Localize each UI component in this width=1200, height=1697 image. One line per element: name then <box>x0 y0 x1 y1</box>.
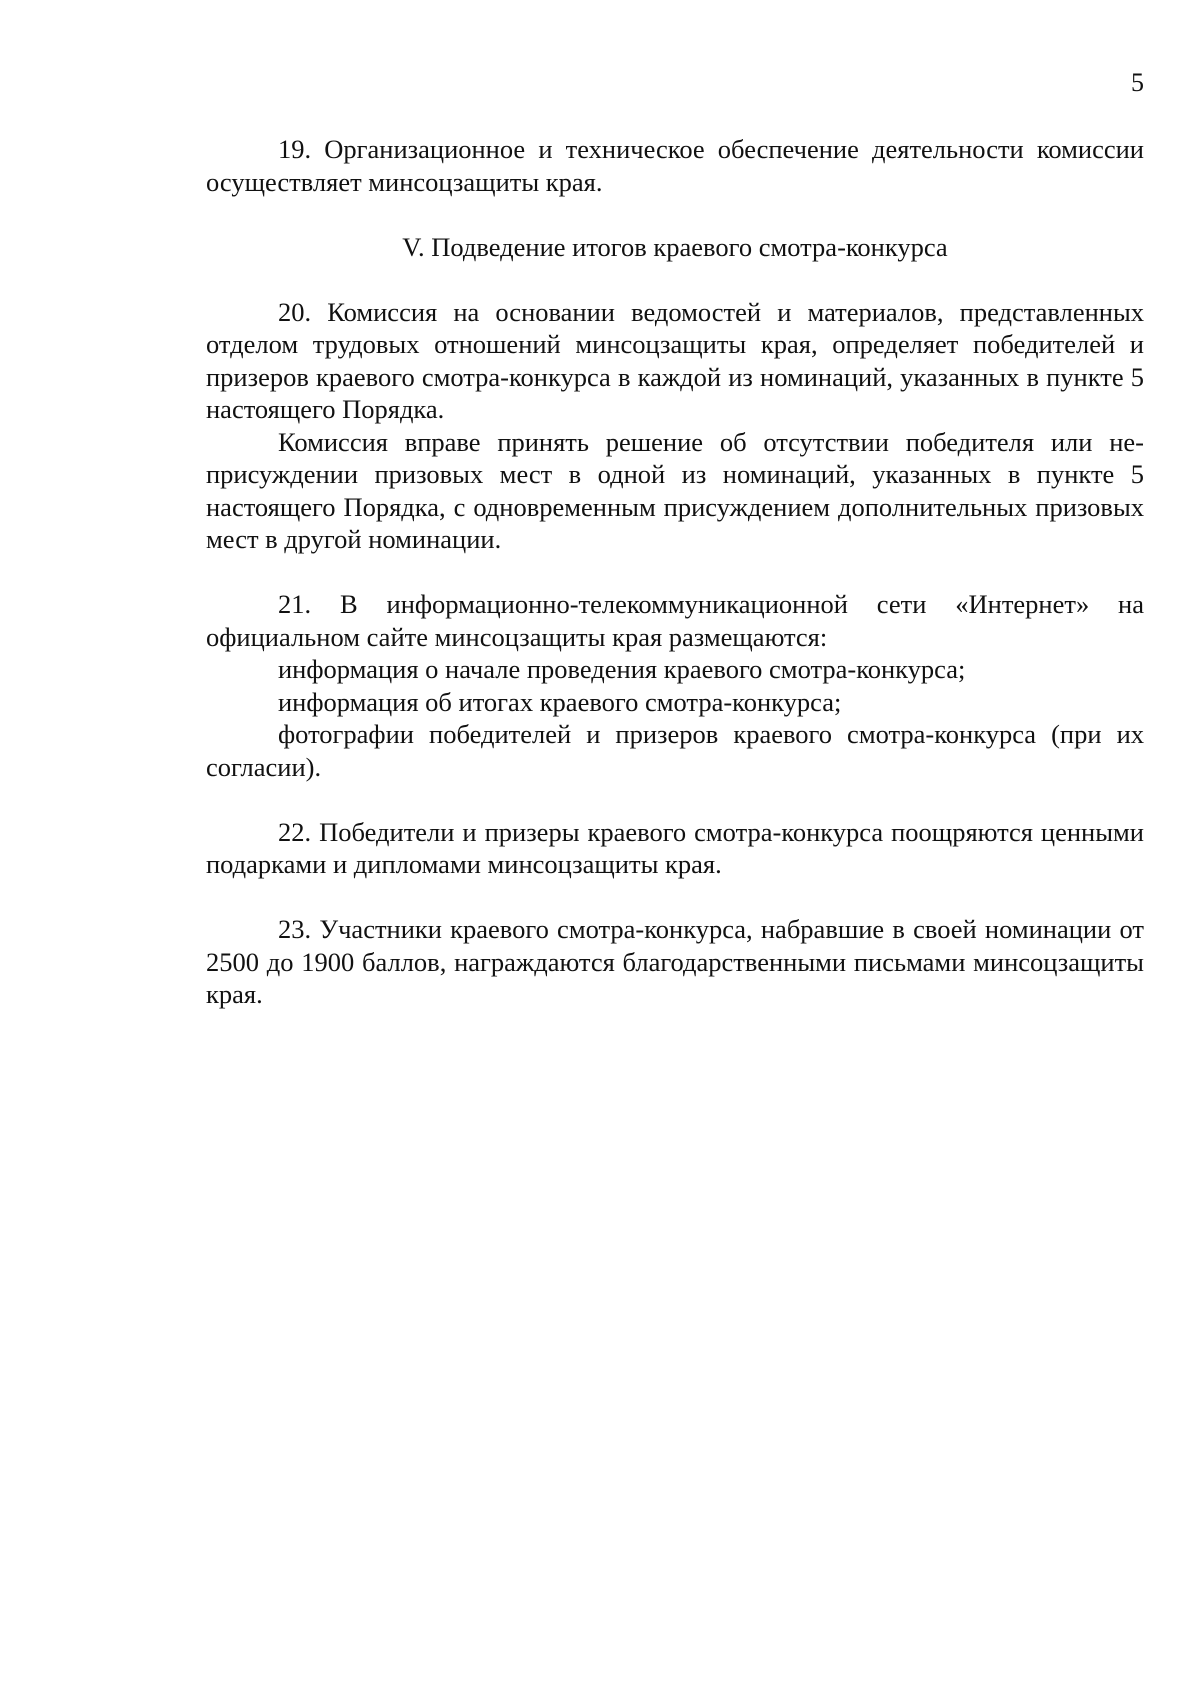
paragraph-21: 21. В информационно-телекоммуникационной сети «Интернет» на официальном сайте минсоцзащиты края размещаются: <box>206 589 1144 652</box>
list-item-photos: фотографии победителей и призеров краевого смотра-конкурса (при их согласии). <box>206 719 1144 782</box>
paragraph-20: 20. Комиссия на основании ведомостей и материалов, представленных отделом трудовых отношений минсоцзащиты края, определяет победителей и призеров краевого смотра-конкурса в каждой из номинаций, указанных в пункте 5 настоящего Порядка. <box>206 296 1144 424</box>
page-number: 5 <box>1131 68 1144 97</box>
paragraph-23: 23. Участники краевого смотра-конкурса, набравшие в своей номинации от 2500 до 1900 баллов, награждаются благодарственными письмами минсоцзащиты края. <box>206 914 1144 1009</box>
list-item-results-info: информация об итогах краевого смотра-конкурса; <box>278 686 842 717</box>
paragraph-19: 19. Организационное и техническое обеспечение деятельности комиссии осуществляет минсоцзащиты края. <box>206 134 1144 197</box>
section-heading-v: V. Подведение итогов краевого смотра-конкурса <box>402 231 948 262</box>
paragraph-20-continued: Комиссия вправе принять решение об отсутствии победителя или неприсуждении призовых мест в одной из номинаций, указанных в пункте 5 настоящего Порядка, с одновременным присуждением дополнительных призовых мест в другой номинации. <box>206 426 1144 554</box>
paragraph-22: 22. Победители и призеры краевого смотра-конкурса поощряются ценными подарками и дипломами минсоцзащиты края. <box>206 816 1144 879</box>
list-item-start-info: информация о начале проведения краевого смотра-конкурса; <box>278 654 966 684</box>
document-body <box>206 133 1144 1011</box>
